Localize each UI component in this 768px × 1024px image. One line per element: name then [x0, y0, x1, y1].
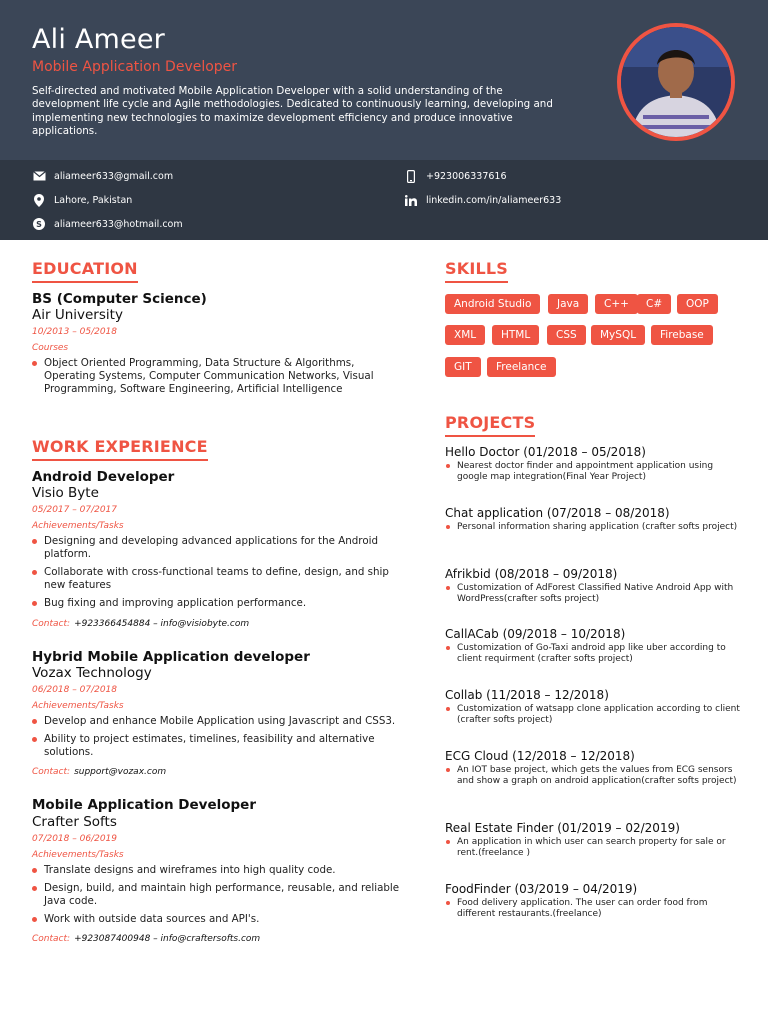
project-desc: Personal information sharing application (crafter softs project): [445, 522, 745, 533]
courses-item: Object Oriented Programming, Data Structure & Algorithms, Operating Systems, Computer Communication Networks, Visual Programming, Software Engineering, Artificial Intelligence: [32, 357, 392, 396]
location-text: Lahore, Pakistan: [54, 194, 133, 206]
header: [0, 0, 768, 160]
project-title: FoodFinder (03/2019 – 04/2019): [445, 882, 638, 896]
project-desc-list: [445, 704, 745, 726]
project-desc: Customization of watsapp clone application according to client (crafter softs project): [445, 704, 745, 726]
candidate-name: Ali Ameer: [32, 24, 165, 55]
job-position: Android Developer: [32, 469, 175, 485]
school-name: Air University: [32, 307, 123, 323]
map-pin-icon: [32, 193, 46, 207]
project-desc: Nearest doctor finder and appointment application using google map integration(Final Year Project): [445, 461, 745, 483]
summary: Self-directed and motivated Mobile Application Developer with a solid understanding of the development life cycle and Agile methodologies. Dedicated to continuously learning, developing and implementing new technologies to maximize development efficiency and produce innovative applications.: [32, 85, 553, 138]
project-desc-list: [445, 898, 745, 920]
envelope-icon: [32, 169, 46, 183]
contact-skype[interactable]: [32, 217, 183, 231]
project-desc-list: [445, 765, 745, 787]
skill-tag: Firebase: [651, 325, 713, 345]
project-title: Afrikbid (08/2018 – 09/2018): [445, 567, 618, 581]
skype-text: aliameer633@hotmail.com: [54, 218, 183, 230]
linkedin-icon: [404, 193, 418, 207]
skill-tag: XML: [445, 325, 485, 345]
skill-tag: OOP: [677, 294, 718, 314]
skill-tag: HTML: [492, 325, 539, 345]
job-contact: [32, 934, 260, 944]
degree-title: BS (Computer Science): [32, 291, 207, 307]
job-tasks-label: Achievements/Tasks: [32, 701, 124, 711]
courses-list: [32, 357, 392, 401]
contact-linkedin[interactable]: [404, 193, 561, 207]
projects-heading: PROJECTS: [445, 413, 535, 437]
job-position: Mobile Application Developer: [32, 797, 256, 813]
task-item: Bug fixing and improving application performance.: [32, 597, 402, 610]
contact-label: Contact:: [32, 767, 71, 777]
skill-tag: MySQL: [591, 325, 645, 345]
project-title: ECG Cloud (12/2018 – 12/2018): [445, 749, 635, 763]
task-item: Ability to project estimates, timelines, feasibility and alternative solutions.: [32, 733, 402, 759]
contact-location: [32, 193, 132, 207]
contact-label: Contact:: [32, 934, 71, 944]
job-tasks-label: Achievements/Tasks: [32, 850, 124, 860]
job-contact: [32, 767, 166, 777]
contact-value: +923366454884 – info@visiobyte.com: [74, 619, 250, 629]
job-position: Hybrid Mobile Application developer: [32, 649, 310, 665]
skill-tag: Freelance: [487, 357, 556, 377]
skill-tag: GIT: [445, 357, 481, 377]
project-desc: An application in which user can search property for sale or rent.(freelance ): [445, 837, 745, 859]
contact-label: Contact:: [32, 619, 71, 629]
project-title: Collab (11/2018 – 12/2018): [445, 688, 609, 702]
skill-tag: C#: [637, 294, 671, 314]
education-heading: EDUCATION: [32, 259, 138, 283]
skills-heading: SKILLS: [445, 259, 508, 283]
candidate-role: Mobile Application Developer: [32, 59, 238, 75]
contact-value: support@vozax.com: [74, 767, 167, 777]
task-item: Translate designs and wireframes into high quality code.: [32, 864, 402, 877]
task-item: Work with outside data sources and API's.: [32, 913, 402, 926]
education-dates: 10/2013 – 05/2018: [32, 327, 117, 337]
job-tasks-list: [32, 864, 402, 931]
contact-phone[interactable]: [404, 169, 507, 183]
contact-value: +923087400948 – info@craftersofts.com: [74, 934, 261, 944]
project-desc-list: [445, 522, 745, 533]
skype-icon: [32, 217, 46, 231]
job-dates: 07/2018 – 06/2019: [32, 834, 117, 844]
task-item: Designing and developing advanced applications for the Android platform.: [32, 535, 402, 561]
job-company: Vozax Technology: [32, 665, 152, 681]
project-desc-list: [445, 837, 745, 859]
task-item: Design, build, and maintain high performance, reusable, and reliable Java code.: [32, 882, 402, 908]
contact-bar: [0, 160, 768, 240]
skill-tag: Java: [548, 294, 588, 314]
job-contact: [32, 619, 249, 629]
svg-text:S: S: [36, 220, 42, 229]
profile-photo: [617, 23, 735, 141]
project-title: Real Estate Finder (01/2019 – 02/2019): [445, 821, 680, 835]
skill-tag: Android Studio: [445, 294, 540, 314]
skill-tag: C++: [595, 294, 638, 314]
project-title: Hello Doctor (01/2018 – 05/2018): [445, 445, 646, 459]
email-text: aliameer633@gmail.com: [54, 170, 174, 182]
project-desc: Customization of AdForest Classified Native Android App with WordPress(crafter softs project): [445, 583, 745, 605]
job-tasks-list: [32, 715, 402, 764]
job-company: Visio Byte: [32, 485, 99, 501]
skill-tag: CSS: [547, 325, 586, 345]
project-desc: Food delivery application. The user can order food from different restaurants.(freelance): [445, 898, 745, 920]
project-title: CallACab (09/2018 – 10/2018): [445, 627, 626, 641]
courses-label: Courses: [32, 343, 69, 353]
project-desc: Customization of Go-Taxi android app like uber according to client requirment (crafter softs project): [445, 643, 745, 665]
linkedin-text: linkedin.com/in/aliameer633: [426, 194, 562, 206]
phone-text: +923006337616: [426, 170, 507, 182]
job-dates: 05/2017 – 07/2017: [32, 505, 117, 515]
project-desc-list: [445, 643, 745, 665]
project-desc-list: [445, 583, 745, 605]
work-experience-heading: WORK EXPERIENCE: [32, 437, 208, 461]
task-item: Develop and enhance Mobile Application using Javascript and CSS3.: [32, 715, 402, 728]
job-tasks-label: Achievements/Tasks: [32, 521, 124, 531]
job-dates: 06/2018 – 07/2018: [32, 685, 117, 695]
person-photo-icon: [621, 27, 731, 137]
phone-icon: [404, 169, 418, 183]
job-company: Crafter Softs: [32, 814, 117, 830]
contact-email[interactable]: [32, 169, 173, 183]
project-title: Chat application (07/2018 – 08/2018): [445, 506, 670, 520]
job-tasks-list: [32, 535, 402, 615]
project-desc: An IOT base project, which gets the values from ECG sensors and show a graph on android application(crafter softs project): [445, 765, 745, 787]
task-item: Collaborate with cross-functional teams to define, design, and ship new features: [32, 566, 402, 592]
project-desc-list: [445, 461, 745, 483]
